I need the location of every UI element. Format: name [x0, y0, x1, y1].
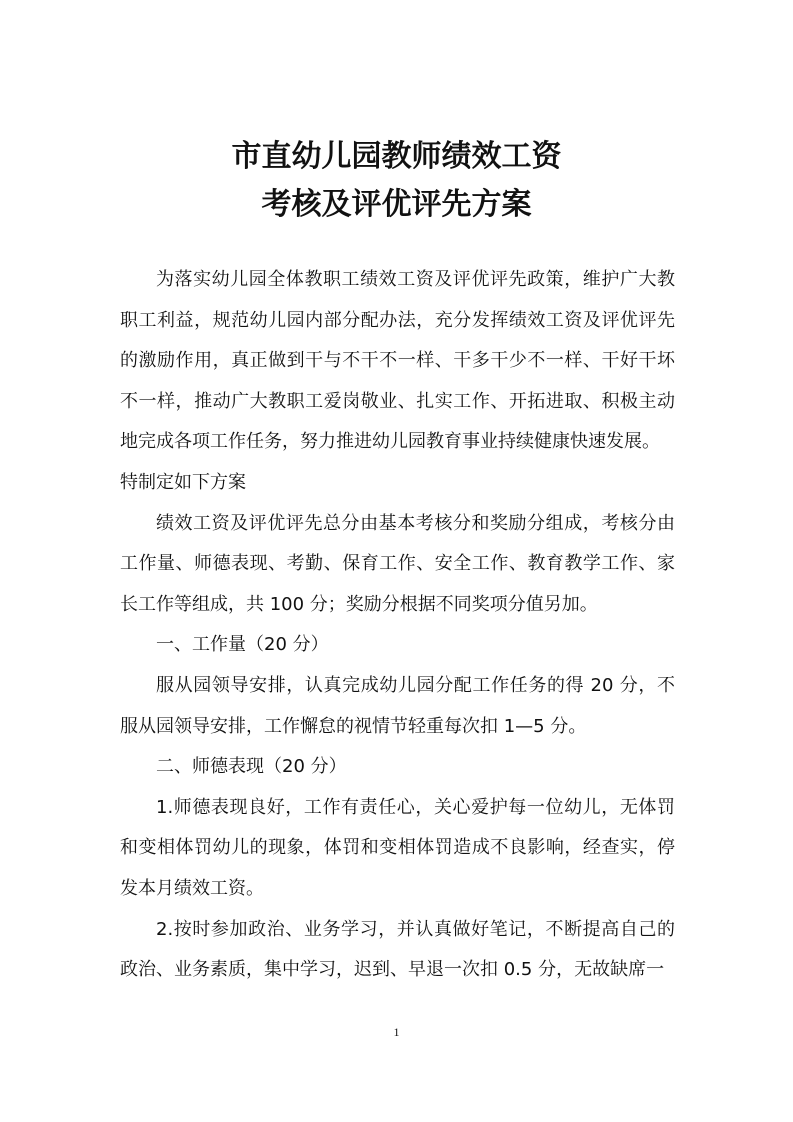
paragraph-ethics-item-2: 2.按时参加政治、业务学习，并认真做好笔记，不断提高自己的政治、业务素质，集中学习，迟到、早退一次扣 0.5 分，无故缺席一	[120, 918, 675, 981]
section-heading-ethics: 二、师德表现（20 分）	[156, 756, 347, 778]
document-title-line-2: 考核及评优评先方案	[261, 187, 532, 222]
paragraph-score-composition: 绩效工资及评优评先总分由基本考核分和奖励分组成，考核分由工作量、师德表现、考勤、保育工作、安全工作、教育教学工作、家长工作等组成，共 100 分；奖励分根据不同奖项分值另加。	[120, 512, 675, 615]
document-body	[120, 260, 675, 991]
paragraph-ethics-item-1: 1.师德表现良好，工作有责任心，关心爱护每一位幼儿，无体罚和变相体罚幼儿的现象，体罚和变相体罚造成不良影响，经查实，停发本月绩效工资。	[120, 796, 675, 899]
paragraph-intro: 为落实幼儿园全体教职工绩效工资及评优评先政策，维护广大教职工利益，规范幼儿园内部分配办法，充分发挥绩效工资及评优评先的激励作用，真正做到干与不干不一样、干多干少不一样、干好干坏不一样，推动广大教职工爱岗敬业、扎实工作、开拓进取、积极主动地完成各项工作任务，努力推进幼儿园教育事业持续健康快速发展。	[120, 269, 675, 453]
page-number: 1	[393, 1025, 400, 1039]
section-heading-workload: 一、工作量（20 分）	[156, 634, 329, 656]
paragraph-plan-statement: 特制定如下方案	[120, 471, 246, 493]
paragraph-workload: 服从园领导安排，认真完成幼儿园分配工作任务的得 20 分，不服从园领导安排，工作懈怠的视情节轻重每次扣 1—5 分。	[120, 674, 675, 737]
document-title-line-1: 市直幼儿园教师绩效工资	[231, 139, 562, 174]
